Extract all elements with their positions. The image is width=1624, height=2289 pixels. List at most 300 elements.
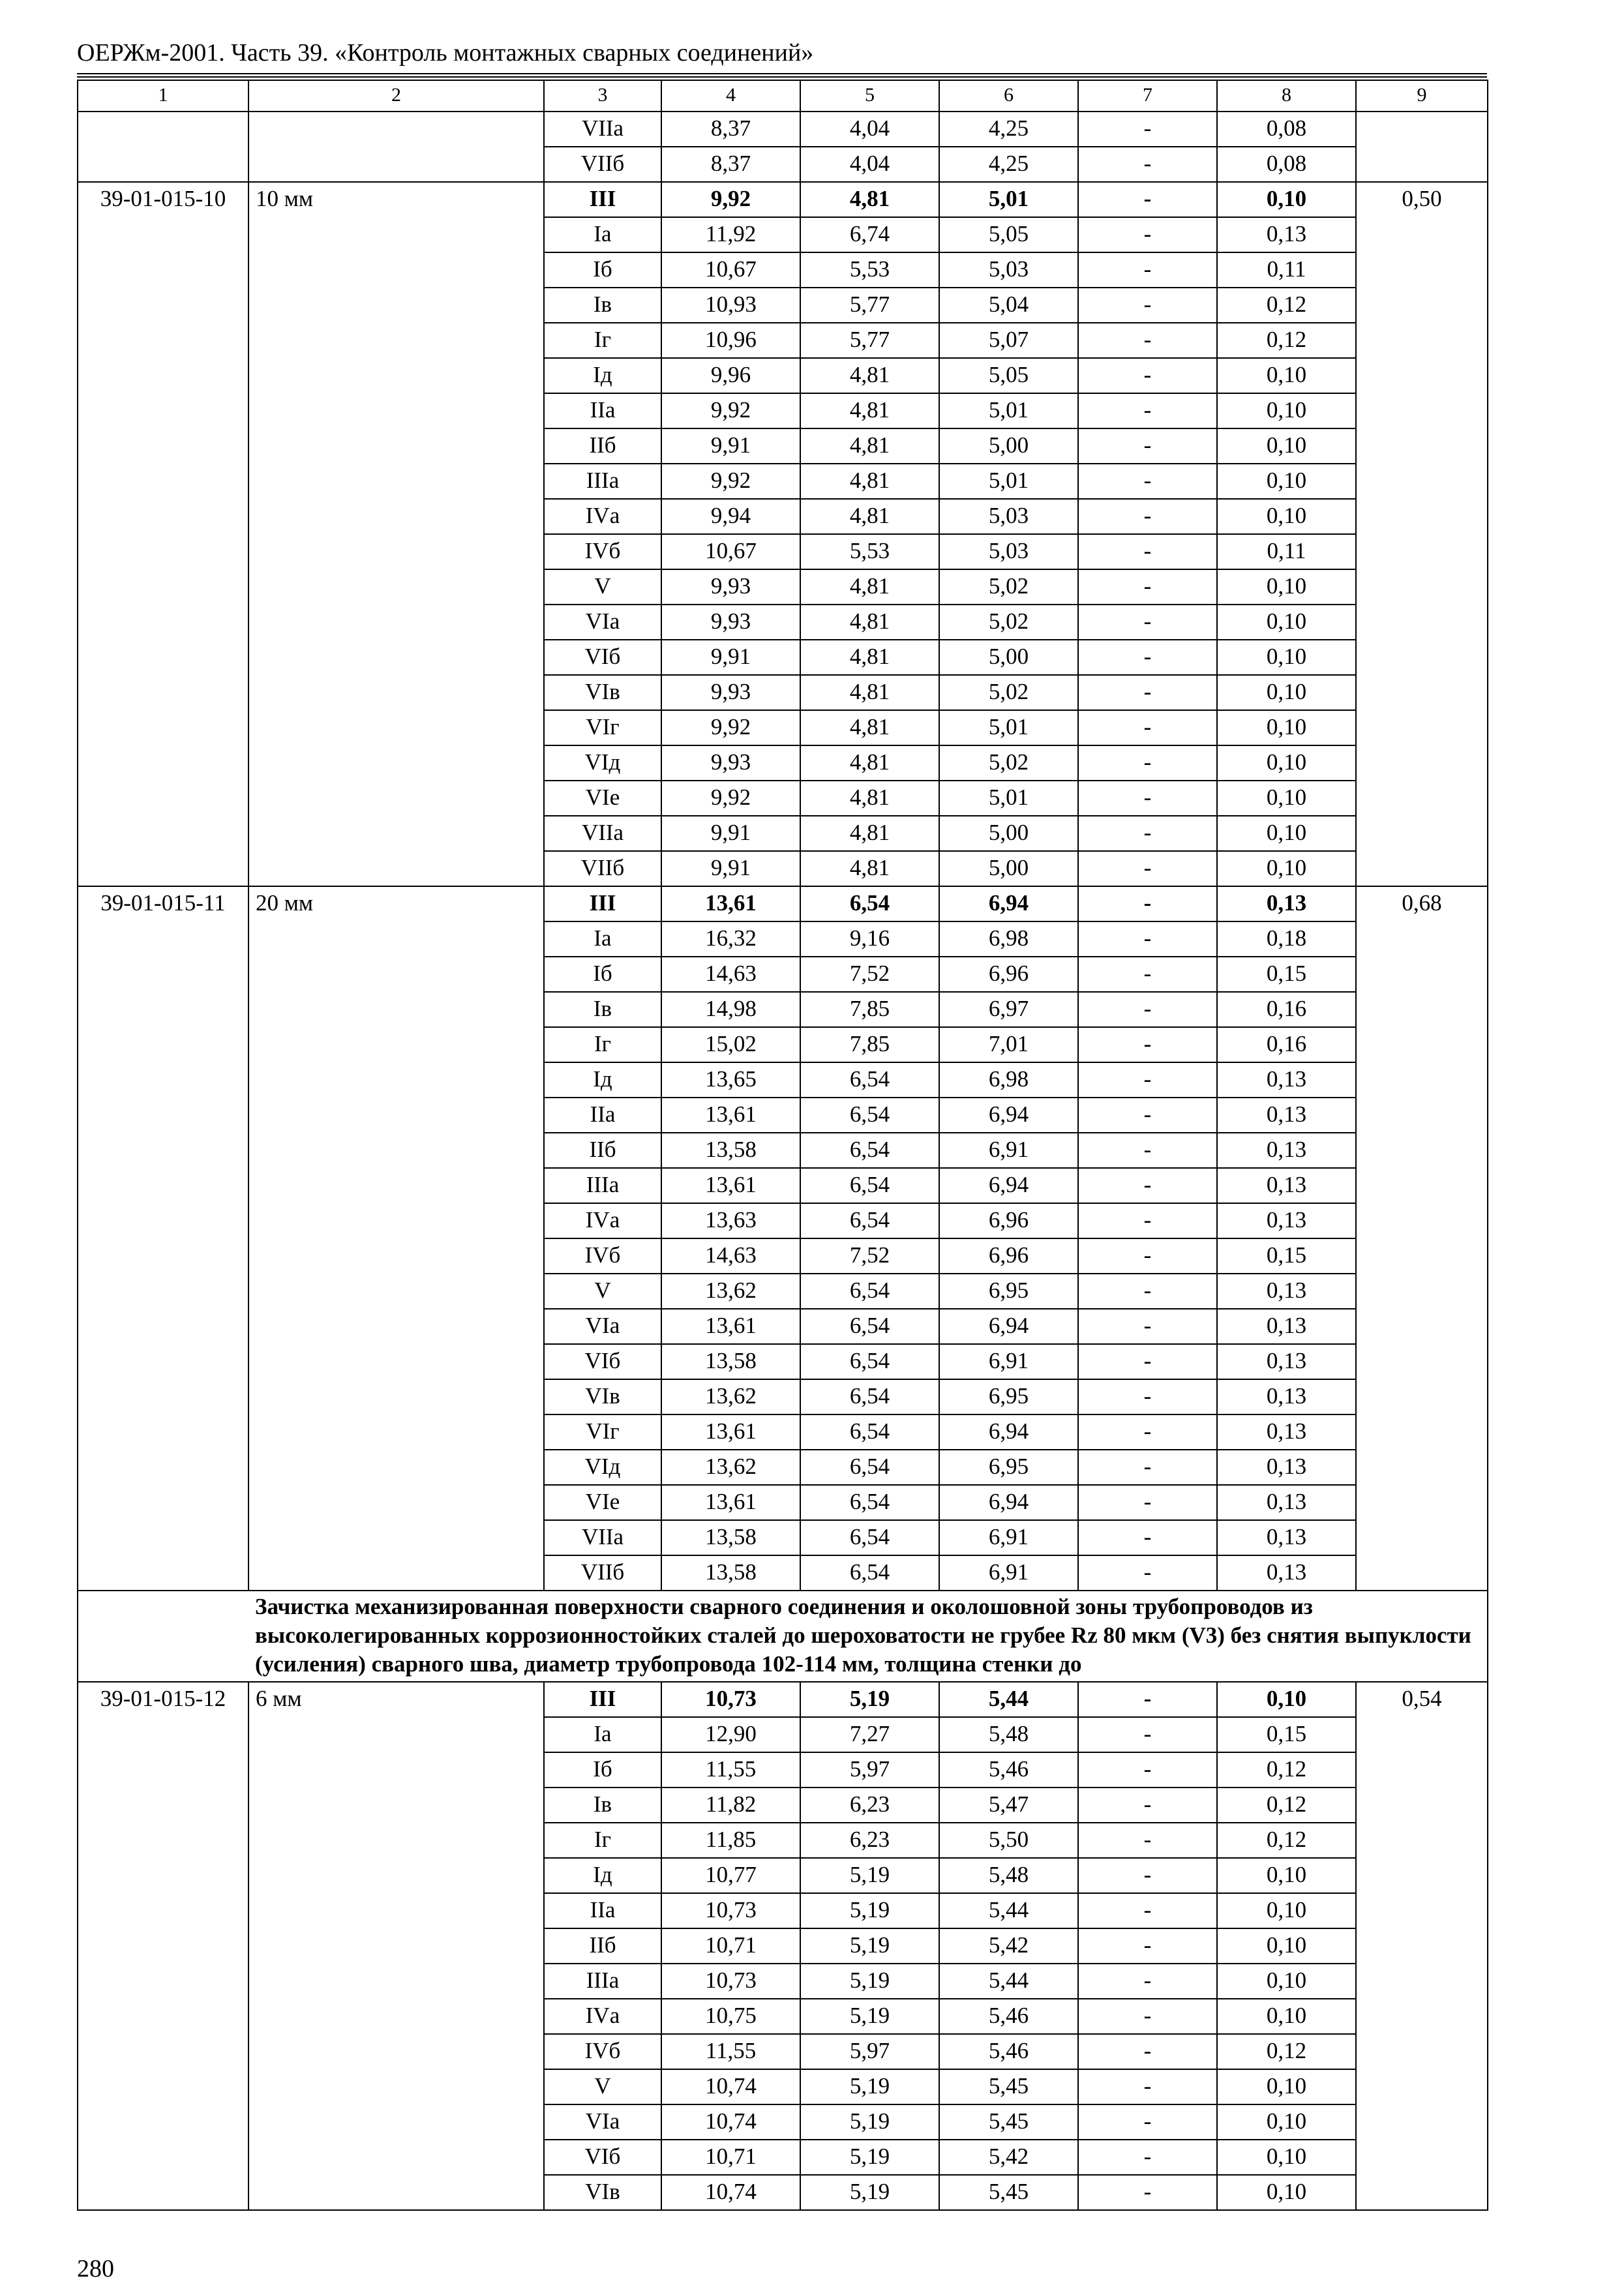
- value-col5: 6,54: [800, 1450, 939, 1485]
- value-col8: 0,10: [1217, 675, 1356, 710]
- value-col4: 11,55: [661, 1752, 800, 1788]
- value-col5: 5,19: [800, 1964, 939, 1999]
- value-col4: 13,65: [661, 1062, 800, 1098]
- value-col4: 13,58: [661, 1520, 800, 1555]
- value-col4: 13,61: [661, 1168, 800, 1203]
- value-col5: 4,81: [800, 710, 939, 745]
- table-body: [78, 80, 1488, 2210]
- zone-cell: IVа: [544, 1999, 661, 2034]
- value-col5: 5,19: [800, 2069, 939, 2104]
- value-col5: 5,53: [800, 252, 939, 288]
- value-col8: 0,13: [1217, 886, 1356, 921]
- zone-cell: Iг: [544, 323, 661, 358]
- value-col6: 5,44: [939, 1682, 1078, 1717]
- value-col7: -: [1078, 1379, 1217, 1414]
- value-col6: 5,45: [939, 2069, 1078, 2104]
- value-col4: 10,74: [661, 2069, 800, 2104]
- value-col4: 9,92: [661, 393, 800, 428]
- zone-cell: VIа: [544, 1309, 661, 1344]
- value-col6: 6,91: [939, 1133, 1078, 1168]
- value-col8: 0,10: [1217, 1858, 1356, 1893]
- value-col6: 6,97: [939, 992, 1078, 1027]
- zone-cell: Iа: [544, 217, 661, 252]
- value-col8: 0,10: [1217, 851, 1356, 886]
- value-col5: 5,19: [800, 1999, 939, 2034]
- value-col6: 6,95: [939, 1379, 1078, 1414]
- value-col5: 6,54: [800, 1062, 939, 1098]
- value-col5: 5,19: [800, 2140, 939, 2175]
- value-col4: 13,58: [661, 1133, 800, 1168]
- value-col6: 6,96: [939, 1203, 1078, 1238]
- value-col6: 5,44: [939, 1964, 1078, 1999]
- value-col6: 6,96: [939, 1238, 1078, 1274]
- zone-cell: VIб: [544, 2140, 661, 2175]
- value-col5: 6,54: [800, 1098, 939, 1133]
- value-col8: 0,10: [1217, 781, 1356, 816]
- value-col5: 5,19: [800, 2175, 939, 2210]
- value-col5: 5,97: [800, 1752, 939, 1788]
- value-col8: 0,10: [1217, 428, 1356, 464]
- value-col7: -: [1078, 816, 1217, 851]
- value-col7: -: [1078, 499, 1217, 534]
- value-col6: 5,01: [939, 182, 1078, 217]
- zone-cell: VIв: [544, 1379, 661, 1414]
- value-col7: -: [1078, 2034, 1217, 2069]
- value-col8: 0,10: [1217, 605, 1356, 640]
- value-col8: 0,18: [1217, 921, 1356, 957]
- column-number: 1: [78, 80, 248, 112]
- value-col6: 5,03: [939, 534, 1078, 569]
- value-col4: 9,93: [661, 745, 800, 781]
- value-col8: 0,11: [1217, 534, 1356, 569]
- value-col4: 11,92: [661, 217, 800, 252]
- value-col4: 13,63: [661, 1203, 800, 1238]
- value-col4: 10,67: [661, 534, 800, 569]
- value-col6: 6,94: [939, 1485, 1078, 1520]
- value-col8: 0,10: [1217, 745, 1356, 781]
- value-col7: -: [1078, 886, 1217, 921]
- value-col5: 4,81: [800, 851, 939, 886]
- value-col8: 0,10: [1217, 1928, 1356, 1964]
- value-col5: 6,23: [800, 1788, 939, 1823]
- value-col5: 6,54: [800, 1203, 939, 1238]
- value-col8: 0,10: [1217, 1964, 1356, 1999]
- column-number: 3: [544, 80, 661, 112]
- table-row: [78, 112, 1488, 147]
- value-col7: -: [1078, 1858, 1217, 1893]
- zone-cell: VIа: [544, 605, 661, 640]
- value-col8: 0,12: [1217, 323, 1356, 358]
- value-col4: 8,37: [661, 112, 800, 147]
- value-col4: 13,61: [661, 886, 800, 921]
- value-col5: 4,04: [800, 112, 939, 147]
- value-col5: 4,81: [800, 816, 939, 851]
- value-col5: 6,54: [800, 1309, 939, 1344]
- value-col4: 12,90: [661, 1717, 800, 1752]
- value-col6: 5,03: [939, 499, 1078, 534]
- zone-cell: VIIб: [544, 147, 661, 182]
- value-col4: 10,93: [661, 288, 800, 323]
- value-col6: 5,01: [939, 781, 1078, 816]
- value-col6: 6,94: [939, 1098, 1078, 1133]
- value-col6: 6,94: [939, 1309, 1078, 1344]
- zone-cell: VIд: [544, 745, 661, 781]
- value-col5: 9,16: [800, 921, 939, 957]
- value-col8: 0,13: [1217, 1168, 1356, 1203]
- value-col8: 0,15: [1217, 957, 1356, 992]
- value-col7: -: [1078, 252, 1217, 288]
- value-col8: 0,15: [1217, 1238, 1356, 1274]
- page-header: ОЕРЖм-2001. Часть 39. «Контроль монтажных сварных соединений»: [77, 39, 814, 67]
- zone-cell: VIIа: [544, 112, 661, 147]
- value-col7: -: [1078, 745, 1217, 781]
- value-col4: 10,71: [661, 1928, 800, 1964]
- value-col8: 0,13: [1217, 1344, 1356, 1379]
- zone-cell: IIа: [544, 393, 661, 428]
- zone-cell: Iв: [544, 288, 661, 323]
- zone-cell: VIIа: [544, 1520, 661, 1555]
- value-col7: -: [1078, 1520, 1217, 1555]
- value-col7: -: [1078, 323, 1217, 358]
- section-description: Зачистка механизированная поверхности сварного соединения и околошовной зоны трубопроводов из высоколегированных коррозионностойких сталей до шероховатости не грубее Rz 80 мкм (V3) без снятия выпуклости (усиления) сварного шва, диаметр трубопровода 102-114 мм, толщина стенки до: [248, 1591, 1488, 1682]
- rate-code: 39-01-015-12: [78, 1682, 248, 2210]
- value-col4: 14,63: [661, 1238, 800, 1274]
- value-col7: -: [1078, 217, 1217, 252]
- value-col4: 11,55: [661, 2034, 800, 2069]
- zone-cell: IIIа: [544, 1168, 661, 1203]
- value-col8: 0,13: [1217, 1450, 1356, 1485]
- value-col5: 5,53: [800, 534, 939, 569]
- value-col7: -: [1078, 2104, 1217, 2140]
- value-col4: 10,75: [661, 1999, 800, 2034]
- zone-cell: VIе: [544, 781, 661, 816]
- value-col6: 6,94: [939, 1414, 1078, 1450]
- value-col6: 6,98: [939, 921, 1078, 957]
- value-col6: 5,46: [939, 1752, 1078, 1788]
- zone-cell: III: [544, 886, 661, 921]
- value-col5: 5,19: [800, 1893, 939, 1928]
- value-col4: 11,85: [661, 1823, 800, 1858]
- value-col6: 5,05: [939, 217, 1078, 252]
- value-col6: 5,00: [939, 851, 1078, 886]
- value-col7: -: [1078, 675, 1217, 710]
- value-col7: -: [1078, 1133, 1217, 1168]
- value-col8: 0,13: [1217, 1133, 1356, 1168]
- value-col4: 13,61: [661, 1485, 800, 1520]
- value-col7: -: [1078, 710, 1217, 745]
- value-col5: 4,81: [800, 745, 939, 781]
- column-number: 7: [1078, 80, 1217, 112]
- value-col5: 4,04: [800, 147, 939, 182]
- value-col9: 0,68: [1356, 886, 1488, 1591]
- value-col4: 9,91: [661, 428, 800, 464]
- value-col7: -: [1078, 1309, 1217, 1344]
- value-col5: 6,54: [800, 1133, 939, 1168]
- value-col7: -: [1078, 534, 1217, 569]
- value-col6: 5,45: [939, 2175, 1078, 2210]
- value-col4: 10,74: [661, 2175, 800, 2210]
- value-col6: 5,45: [939, 2104, 1078, 2140]
- value-col7: -: [1078, 182, 1217, 217]
- value-col8: 0,10: [1217, 1999, 1356, 2034]
- value-col4: 9,92: [661, 710, 800, 745]
- value-col8: 0,10: [1217, 1893, 1356, 1928]
- value-col5: 4,81: [800, 605, 939, 640]
- zone-cell: VIб: [544, 1344, 661, 1379]
- value-col7: -: [1078, 992, 1217, 1027]
- column-number: 8: [1217, 80, 1356, 112]
- value-col5: 5,19: [800, 1928, 939, 1964]
- value-col4: 9,93: [661, 569, 800, 605]
- zone-cell: Iг: [544, 1823, 661, 1858]
- value-col6: 5,42: [939, 1928, 1078, 1964]
- value-col6: 6,98: [939, 1062, 1078, 1098]
- value-col6: 6,96: [939, 957, 1078, 992]
- zone-cell: Iв: [544, 1788, 661, 1823]
- value-col8: 0,10: [1217, 1682, 1356, 1717]
- value-col7: -: [1078, 464, 1217, 499]
- zone-cell: VIIб: [544, 851, 661, 886]
- value-col8: 0,12: [1217, 1788, 1356, 1823]
- value-col8: 0,10: [1217, 710, 1356, 745]
- value-col6: 5,02: [939, 745, 1078, 781]
- value-col8: 0,16: [1217, 992, 1356, 1027]
- zone-cell: Iд: [544, 1858, 661, 1893]
- zone-cell: VIе: [544, 1485, 661, 1520]
- value-col9: 0,54: [1356, 1682, 1488, 2210]
- value-col5: 6,54: [800, 1485, 939, 1520]
- value-col7: -: [1078, 1928, 1217, 1964]
- header-rule: [77, 73, 1487, 78]
- value-col8: 0,11: [1217, 252, 1356, 288]
- value-col5: 7,85: [800, 1027, 939, 1062]
- wall-thickness: 6 мм: [248, 1682, 544, 2210]
- page-number: 280: [77, 2255, 114, 2282]
- value-col7: -: [1078, 1203, 1217, 1238]
- value-col5: 4,81: [800, 781, 939, 816]
- value-col8: 0,08: [1217, 112, 1356, 147]
- value-col7: -: [1078, 2175, 1217, 2210]
- value-col9: [1356, 112, 1488, 182]
- value-col6: 6,91: [939, 1344, 1078, 1379]
- column-number: 4: [661, 80, 800, 112]
- value-col7: -: [1078, 1964, 1217, 1999]
- value-col4: 10,67: [661, 252, 800, 288]
- value-col5: 6,54: [800, 1520, 939, 1555]
- value-col8: 0,10: [1217, 640, 1356, 675]
- value-col8: 0,12: [1217, 1752, 1356, 1788]
- value-col6: 5,01: [939, 464, 1078, 499]
- value-col6: 5,44: [939, 1893, 1078, 1928]
- value-col5: 5,77: [800, 323, 939, 358]
- value-col5: 6,74: [800, 217, 939, 252]
- value-col7: -: [1078, 1999, 1217, 2034]
- value-col9: 0,50: [1356, 182, 1488, 886]
- zone-cell: VIIа: [544, 816, 661, 851]
- value-col6: 5,04: [939, 288, 1078, 323]
- value-col8: 0,13: [1217, 1555, 1356, 1591]
- value-col8: 0,13: [1217, 1062, 1356, 1098]
- column-number: 2: [248, 80, 544, 112]
- value-col8: 0,15: [1217, 1717, 1356, 1752]
- zone-cell: VIа: [544, 2104, 661, 2140]
- value-col4: 13,61: [661, 1309, 800, 1344]
- zone-cell: V: [544, 569, 661, 605]
- table-row: [78, 1682, 1488, 1717]
- value-col5: 7,85: [800, 992, 939, 1027]
- value-col5: 4,81: [800, 675, 939, 710]
- value-col8: 0,13: [1217, 1414, 1356, 1450]
- zone-cell: Iа: [544, 1717, 661, 1752]
- value-col7: -: [1078, 1788, 1217, 1823]
- value-col4: 13,58: [661, 1344, 800, 1379]
- value-col7: -: [1078, 1682, 1217, 1717]
- value-col6: 5,03: [939, 252, 1078, 288]
- value-col4: 16,32: [661, 921, 800, 957]
- value-col6: 5,00: [939, 640, 1078, 675]
- value-col4: 14,98: [661, 992, 800, 1027]
- column-number: 9: [1356, 80, 1488, 112]
- value-col4: 10,77: [661, 1858, 800, 1893]
- value-col4: 8,37: [661, 147, 800, 182]
- zone-cell: VIв: [544, 2175, 661, 2210]
- table-row: [78, 182, 1488, 217]
- value-col6: 4,25: [939, 112, 1078, 147]
- value-col8: 0,10: [1217, 499, 1356, 534]
- value-col6: 5,48: [939, 1858, 1078, 1893]
- value-col4: 15,02: [661, 1027, 800, 1062]
- rate-code: 39-01-015-10: [78, 182, 248, 886]
- value-col5: 6,54: [800, 1379, 939, 1414]
- zone-cell: IIIа: [544, 1964, 661, 1999]
- value-col5: 4,81: [800, 464, 939, 499]
- value-col5: 6,23: [800, 1823, 939, 1858]
- value-col5: 5,19: [800, 2104, 939, 2140]
- value-col5: 6,54: [800, 1414, 939, 1450]
- value-col7: -: [1078, 1062, 1217, 1098]
- value-col6: 5,47: [939, 1788, 1078, 1823]
- value-col5: 4,81: [800, 569, 939, 605]
- value-col6: 4,25: [939, 147, 1078, 182]
- table-row: [78, 886, 1488, 921]
- zone-cell: IVб: [544, 2034, 661, 2069]
- wall-thickness: 20 мм: [248, 886, 544, 1591]
- value-col7: -: [1078, 288, 1217, 323]
- rates-table: [77, 80, 1488, 2211]
- zone-cell: IIIа: [544, 464, 661, 499]
- value-col5: 7,27: [800, 1717, 939, 1752]
- column-number-row: [78, 80, 1488, 112]
- zone-cell: IIб: [544, 1133, 661, 1168]
- value-col6: 6,91: [939, 1520, 1078, 1555]
- value-col7: -: [1078, 1823, 1217, 1858]
- value-col8: 0,10: [1217, 464, 1356, 499]
- value-col7: -: [1078, 1485, 1217, 1520]
- value-col5: 5,97: [800, 2034, 939, 2069]
- zone-cell: VIв: [544, 675, 661, 710]
- value-col6: 5,00: [939, 816, 1078, 851]
- value-col6: 5,46: [939, 1999, 1078, 2034]
- value-col7: -: [1078, 1098, 1217, 1133]
- value-col5: 4,81: [800, 358, 939, 393]
- value-col5: 4,81: [800, 393, 939, 428]
- zone-cell: V: [544, 1274, 661, 1309]
- value-col7: -: [1078, 851, 1217, 886]
- rate-code: [78, 112, 248, 182]
- zone-cell: Iд: [544, 1062, 661, 1098]
- zone-cell: Iб: [544, 1752, 661, 1788]
- value-col6: 5,00: [939, 428, 1078, 464]
- zone-cell: Iб: [544, 252, 661, 288]
- zone-cell: IVа: [544, 1203, 661, 1238]
- value-col8: 0,13: [1217, 1379, 1356, 1414]
- value-col6: 5,42: [939, 2140, 1078, 2175]
- value-col8: 0,16: [1217, 1027, 1356, 1062]
- zone-cell: IIа: [544, 1893, 661, 1928]
- value-col5: 7,52: [800, 1238, 939, 1274]
- value-col7: -: [1078, 393, 1217, 428]
- value-col5: 6,54: [800, 1168, 939, 1203]
- value-col6: 5,48: [939, 1717, 1078, 1752]
- value-col6: 5,02: [939, 569, 1078, 605]
- zone-cell: IVб: [544, 1238, 661, 1274]
- value-col7: -: [1078, 1274, 1217, 1309]
- value-col8: 0,10: [1217, 2140, 1356, 2175]
- value-col7: -: [1078, 1344, 1217, 1379]
- value-col7: -: [1078, 147, 1217, 182]
- zone-cell: Iг: [544, 1027, 661, 1062]
- value-col8: 0,08: [1217, 147, 1356, 182]
- zone-cell: III: [544, 182, 661, 217]
- value-col5: 4,81: [800, 428, 939, 464]
- value-col8: 0,10: [1217, 2069, 1356, 2104]
- value-col4: 9,93: [661, 605, 800, 640]
- value-col5: 6,54: [800, 1555, 939, 1591]
- value-col7: -: [1078, 781, 1217, 816]
- value-col8: 0,12: [1217, 1823, 1356, 1858]
- value-col4: 10,73: [661, 1893, 800, 1928]
- value-col4: 10,71: [661, 2140, 800, 2175]
- value-col7: -: [1078, 1450, 1217, 1485]
- value-col7: -: [1078, 605, 1217, 640]
- value-col7: -: [1078, 112, 1217, 147]
- value-col5: 4,81: [800, 182, 939, 217]
- value-col5: 4,81: [800, 499, 939, 534]
- value-col4: 9,96: [661, 358, 800, 393]
- value-col6: 5,05: [939, 358, 1078, 393]
- zone-cell: VIб: [544, 640, 661, 675]
- value-col6: 5,02: [939, 675, 1078, 710]
- value-col6: 6,94: [939, 886, 1078, 921]
- value-col7: -: [1078, 428, 1217, 464]
- zone-cell: III: [544, 1682, 661, 1717]
- value-col8: 0,13: [1217, 1485, 1356, 1520]
- value-col8: 0,13: [1217, 217, 1356, 252]
- zone-cell: Iв: [544, 992, 661, 1027]
- section-spacer: [78, 1591, 248, 1682]
- value-col8: 0,10: [1217, 2104, 1356, 2140]
- value-col7: -: [1078, 1752, 1217, 1788]
- value-col7: -: [1078, 358, 1217, 393]
- value-col8: 0,13: [1217, 1098, 1356, 1133]
- value-col4: 13,58: [661, 1555, 800, 1591]
- wall-thickness: 10 мм: [248, 182, 544, 886]
- value-col4: 14,63: [661, 957, 800, 992]
- value-col7: -: [1078, 2069, 1217, 2104]
- zone-cell: Iа: [544, 921, 661, 957]
- value-col6: 6,91: [939, 1555, 1078, 1591]
- value-col8: 0,10: [1217, 569, 1356, 605]
